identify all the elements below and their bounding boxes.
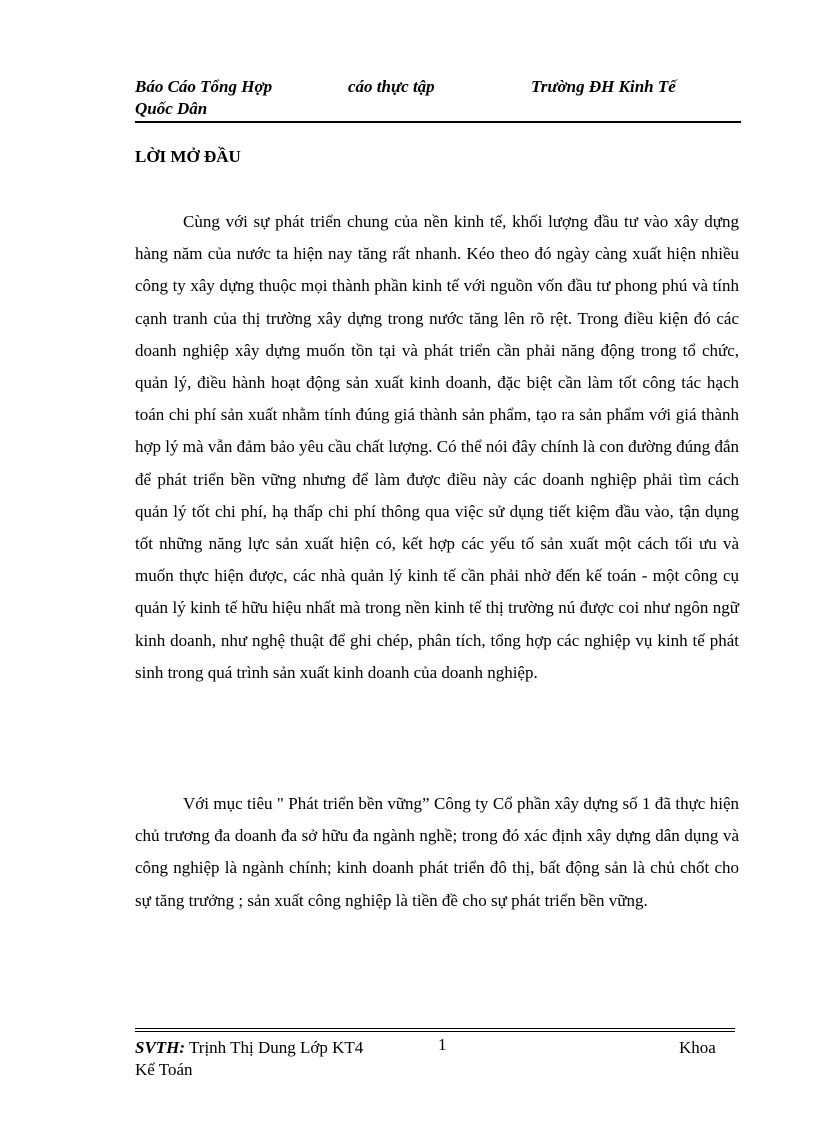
header-divider [135,121,741,123]
intro-paragraph-2: Với mục tiêu " Phát triển bền vững” Công ty Cổ phần xây dựng số 1 đã thực hiện chủ trương đa doanh đa sở hữu đa ngành nghề; trong đó xác định xây dựng dân dụng và công nghiệp là ngành chính; kinh doanh phát triển đô thị, bất động sản là chủ chốt cho sự tăng trưởng ; sản xuất công nghiệp là tiền đề cho sự phát triển bền vững. [135,794,739,910]
footer-row-2 [135,1059,735,1081]
page-header [135,76,741,120]
footer-department: Khoa [679,1038,716,1057]
footer-row [135,1037,735,1059]
footer-department-continued: Kế Toán [135,1060,193,1079]
header-row [135,76,741,98]
intro-paragraph-1: Cùng với sự phát triển chung của nền kinh tế, khối lượng đầu tư vào xây dựng hàng năm của nước ta hiện nay tăng rất nhanh. Kéo theo đó ngày càng xuất hiện nhiều công ty xây dựng thuộc mọi thành phần kinh tế với nguồn vốn đầu tư phong phú và tính cạnh tranh của thị trường xây dựng trong nước tăng lên rõ rệt. Trong điều kiện đó các doanh nghiệp xây dựng muốn tồn tại và phát triển cần phải năng động trong tổ chức, quản lý, điều hành hoạt động sản xuất kinh doanh, đặc biệt cần làm tốt công tác hạch toán chi phí sản xuất nhằm tính đúng giá thành sản phẩm, tạo ra sản phẩm với giá thành hợp lý mà vẫn đảm bảo yêu cầu chất lượng. Có thể nói đây chính là con đường đúng đắn để phát triển bền vững nhưng để làm được điều này các doanh nghiệp phải tìm cách quản lý tốt chi phí, hạ thấp chi phí thông qua việc sử dụng tiết kiệm đầu vào, tận dụng tốt những năng lực sản xuất hiện có, kết hợp các yếu tố sản xuất một cách tối ưu và muốn thực hiện được, các nhà quản lý kinh tế cần phải nhờ đến kế toán - một công cụ quản lý kinh tế hữu hiệu nhất mà trong nền kinh tế thị trường nú được coi như ngôn ngữ kinh doanh, như nghệ thuật để ghi chép, phân tích, tổng hợp các nghiệp vụ kinh tế phát sinh trong quá trình sản xuất kinh doanh của doanh nghiệp. [135,212,739,682]
footer-label: SVTH: [135,1038,186,1057]
header-report-title: Báo Cáo Tổng Hợp [135,77,273,96]
header-university: Trường ĐH Kinh Tế [531,77,676,96]
header-university-continued: Quốc Dân [135,99,208,118]
page-footer [135,1037,735,1081]
footer-student: Trịnh Thị Dung Lớp KT4 [185,1038,364,1057]
page-number: 1 [438,1035,447,1054]
footer-divider-bottom [135,1031,735,1032]
header-row-2 [135,98,741,120]
header-subtitle: cáo thực tập [348,77,435,96]
section-title: LỜI MỞ ĐẦU [135,147,241,166]
footer-divider-top [135,1028,735,1029]
